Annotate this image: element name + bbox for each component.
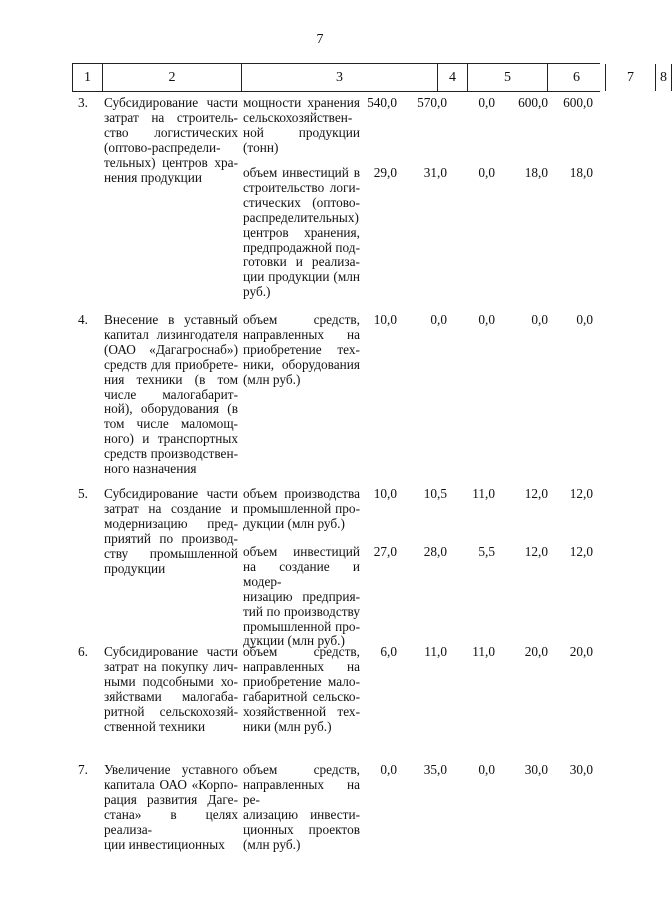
measure-name: [104, 96, 238, 185]
indicator-text-line: дукции (млн руб.): [243, 515, 345, 531]
measure-name-line: ными подсобными хо-: [104, 673, 238, 689]
indicator-text-line: ционных проектов: [243, 821, 360, 837]
value-cell-col-5: 0,0: [430, 312, 447, 327]
indicator-text-line: объем средств,: [243, 644, 360, 659]
value-cell-col-5: 10,5: [423, 486, 447, 501]
value-cell-col-6: 0,0: [478, 312, 495, 327]
indicator-text-line: распределительных): [243, 209, 359, 225]
value-cell-col-6: 0,0: [478, 165, 495, 180]
value-cell-col-7: 30,0: [524, 762, 548, 777]
indicator-text-line: приобретение тех-: [243, 341, 360, 357]
value-cell-col-5: 570,0: [417, 95, 447, 110]
value-cell-col-4: 6,0: [380, 644, 397, 659]
measure-name-line: ции инвестиционных: [104, 836, 225, 852]
indicator-text-line: строительство логи-: [243, 179, 360, 195]
indicator-text-line: объем инвестиций в: [243, 165, 360, 180]
header-col-6: 6: [547, 64, 605, 91]
indicator-text-line: тий по производству: [243, 603, 360, 619]
row-number: 3.: [78, 95, 88, 110]
indicator-text-line: объем производства: [243, 486, 360, 501]
indicator-text-line: промышленной про-: [243, 500, 360, 516]
measure-name-line: средств для приобрете-: [104, 356, 238, 372]
measure-name-line: затрат на создание и: [104, 500, 238, 516]
indicator-text-line: хозяйственной тех-: [243, 703, 360, 719]
value-cell-col-5: 11,0: [424, 644, 447, 659]
value-cell-col-4: 10,0: [373, 312, 397, 327]
indicator-text-line: направленных на: [243, 326, 360, 342]
indicator-text-line: объем инвестиций: [243, 544, 360, 559]
indicator-text-line: ализацию инвести-: [243, 806, 360, 822]
header-col-5: 5: [467, 64, 547, 91]
value-cell-col-6: 5,5: [478, 544, 495, 559]
row-number: 5.: [78, 486, 88, 501]
measure-name-line: ство логистических: [104, 124, 238, 140]
row-number: 7.: [78, 762, 88, 777]
indicator-text-line: на создание и модер-: [243, 558, 360, 589]
value-cell-col-7: 18,0: [524, 165, 548, 180]
measure-name-line: Внесение в уставный: [104, 312, 238, 327]
indicator-text-line: сельскохозяйствен-: [243, 109, 353, 125]
indicator-text-line: стических (оптово-: [243, 194, 360, 210]
value-cell-col-4: 27,0: [373, 544, 397, 559]
value-cell-col-8: 18,0: [569, 165, 593, 180]
header-col-7: 7: [605, 64, 655, 91]
value-cell-col-4: 10,0: [373, 486, 397, 501]
indicator-text-line: промышленной про-: [243, 618, 360, 634]
value-cell-col-6: 0,0: [478, 95, 495, 110]
indicator-text-line: ции продукции (млн: [243, 269, 360, 285]
indicator-text: [243, 545, 360, 649]
measure-name: [104, 487, 238, 576]
indicator-text-line: центров хранения,: [243, 224, 360, 240]
header-col-3: 3: [241, 64, 437, 91]
indicator-text-line: дукции (млн руб.): [243, 633, 345, 649]
measure-name-line: затрат на строитель-: [104, 109, 238, 125]
row-number: 4.: [78, 312, 88, 327]
header-col-8: 8: [655, 64, 672, 91]
measure-name-line: ственной техники: [104, 718, 206, 734]
indicator-text-line: ники (млн руб.): [243, 718, 332, 734]
measure-name-line: Увеличение уставного: [104, 762, 238, 777]
indicator-text-line: объем средств,: [243, 312, 360, 327]
value-cell-col-4: 540,0: [367, 95, 397, 110]
measure-name-line: (ОАО «Дагагроснаб»): [104, 341, 238, 357]
measure-name-line: капитал лизингодателя: [104, 326, 238, 342]
value-cell-col-7: 12,0: [524, 544, 548, 559]
measure-name-line: Субсидирование части: [104, 486, 238, 501]
value-cell-col-7: 0,0: [531, 312, 548, 327]
measure-name-line: ния техники (в том: [104, 371, 238, 387]
value-cell-col-7: 600,0: [518, 95, 548, 110]
indicator-text-line: руб.): [243, 284, 271, 300]
value-cell-col-8: 12,0: [569, 486, 593, 501]
measure-name-line: числе малогабарит-: [104, 386, 238, 402]
measure-name-line: Субсидирование части: [104, 644, 238, 659]
measure-name-line: тельных) центров хра-: [104, 154, 238, 170]
header-col-4: 4: [437, 64, 467, 91]
indicator-text-line: направленных на: [243, 658, 360, 674]
value-cell-col-8: 30,0: [569, 762, 593, 777]
measure-name-line: (оптово-распредели-: [104, 139, 221, 155]
value-cell-col-8: 12,0: [569, 544, 593, 559]
measure-name-line: затрат на покупку лич-: [104, 658, 238, 674]
value-cell-col-6: 0,0: [478, 762, 495, 777]
indicator-text-line: объем средств,: [243, 762, 360, 777]
measure-name: [104, 313, 238, 477]
value-cell-col-8: 20,0: [569, 644, 593, 659]
value-cell-col-7: 20,0: [524, 644, 548, 659]
value-cell-col-5: 31,0: [423, 165, 447, 180]
measure-name-line: нения продукции: [104, 169, 202, 185]
measure-name-line: средств производствен-: [104, 446, 238, 462]
indicator-text-line: мощности хранения: [243, 95, 360, 110]
measure-name-line: Субсидирование части: [104, 95, 238, 110]
measure-name-line: зяйствами малогаба-: [104, 688, 238, 704]
measure-name-line: стана» в целях реализа-: [104, 806, 238, 837]
measure-name-line: том числе маломощ-: [104, 416, 238, 432]
measure-name-line: ного) и транспортных: [104, 431, 238, 447]
measure-name-line: ству промышленной: [104, 545, 238, 561]
indicator-text-line: приобретение мало-: [243, 673, 360, 689]
measure-name-line: ритной сельскохозяй-: [104, 703, 238, 719]
measure-name: [104, 763, 238, 852]
row-number: 6.: [78, 644, 88, 659]
indicator-text-line: направленных на ре-: [243, 776, 360, 807]
indicator-text-line: готовки и реализа-: [243, 254, 360, 270]
indicator-text-line: габаритной сельско-: [243, 688, 360, 704]
value-cell-col-8: 600,0: [563, 95, 593, 110]
measure-name-line: модернизацию пред-: [104, 515, 238, 531]
measure-name-line: приятий по производ-: [104, 530, 238, 546]
value-cell-col-6: 11,0: [472, 486, 495, 501]
value-cell-col-4: 0,0: [380, 762, 397, 777]
indicator-text-line: низацию предприя-: [243, 588, 360, 604]
table-header-row: [72, 63, 667, 92]
value-cell-col-7: 12,0: [524, 486, 548, 501]
measure-name-line: ной), оборудования (в: [104, 401, 238, 417]
indicator-text-line: (тонн): [243, 139, 279, 155]
page-number: 7: [316, 32, 324, 47]
indicator-text-line: ники, оборудования: [243, 356, 360, 372]
indicator-text-line: (млн руб.): [243, 371, 301, 387]
indicator-text-line: предпродажной под-: [243, 239, 360, 255]
indicator-text-line: (млн руб.): [243, 836, 301, 852]
value-cell-col-5: 35,0: [423, 762, 447, 777]
value-cell-col-4: 29,0: [373, 165, 397, 180]
indicator-text: [243, 166, 360, 300]
measure-name-line: продукции: [104, 560, 166, 576]
value-cell-col-6: 11,0: [472, 644, 495, 659]
header-col-2: 2: [102, 64, 241, 91]
indicator-text-line: ной продукции: [243, 124, 360, 140]
value-cell-col-8: 0,0: [576, 312, 593, 327]
measure-name: [104, 645, 238, 734]
value-cell-col-5: 28,0: [423, 544, 447, 559]
measure-name-line: капитала ОАО «Корпо-: [104, 776, 238, 792]
header-col-1: 1: [72, 64, 102, 91]
measure-name-line: ного назначения: [104, 461, 197, 477]
measure-name-line: рация развития Даге-: [104, 791, 238, 807]
